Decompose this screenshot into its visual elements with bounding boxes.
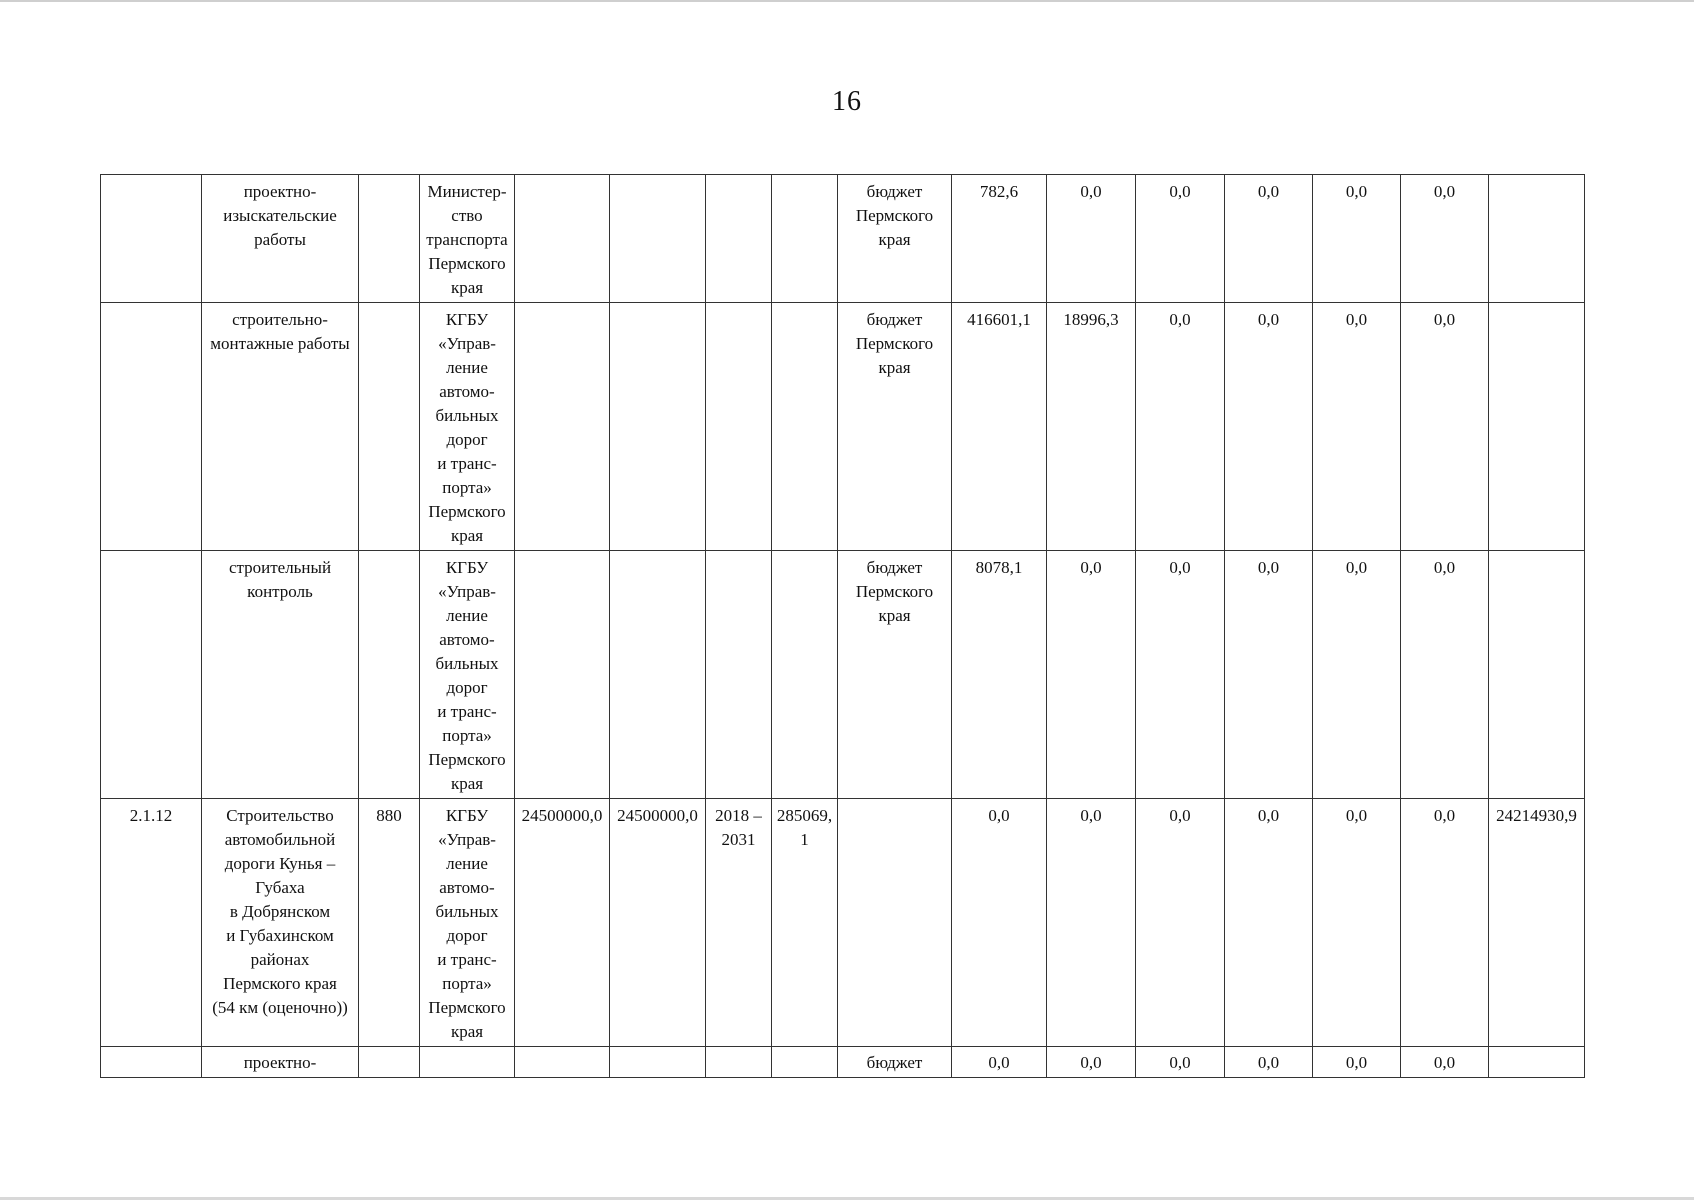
- cell-value: 0,0: [1136, 551, 1225, 799]
- cell-spent: [772, 551, 838, 799]
- cell-number: [101, 303, 202, 551]
- cell-value: 0,0: [1401, 175, 1489, 303]
- cell-value: 0,0: [1225, 175, 1313, 303]
- cell-executor: [420, 1047, 515, 1078]
- cell-value: 0,0: [1225, 303, 1313, 551]
- cell-number: 2.1.12: [101, 799, 202, 1047]
- cell-cost-total: [610, 551, 706, 799]
- cell-number: [101, 1047, 202, 1078]
- table-row: [101, 551, 1585, 799]
- cell-funding-source: бюджет Пермского края: [838, 551, 952, 799]
- cell-value: 0,0: [1401, 551, 1489, 799]
- cell-spent: 285069, 1: [772, 799, 838, 1047]
- cell-period: [706, 551, 772, 799]
- cell-value: 0,0: [1313, 551, 1401, 799]
- cell-cost-estimate: [515, 551, 610, 799]
- cell-period: 2018 – 2031: [706, 799, 772, 1047]
- cell-cost-estimate: [515, 1047, 610, 1078]
- cell-funding-source: бюджет Пермского края: [838, 303, 952, 551]
- cell-value: 0,0: [1047, 551, 1136, 799]
- cell-cost-estimate: [515, 175, 610, 303]
- cell-code: [359, 1047, 420, 1078]
- cell-value: 0,0: [1136, 175, 1225, 303]
- cell-value: 0,0: [1401, 303, 1489, 551]
- cell-cost-estimate: [515, 303, 610, 551]
- cell-number: [101, 175, 202, 303]
- cell-spent: [772, 303, 838, 551]
- cell-value: 782,6: [952, 175, 1047, 303]
- cell-value: 0,0: [1136, 1047, 1225, 1078]
- cell-value: 0,0: [1401, 1047, 1489, 1078]
- cell-value: 416601,1: [952, 303, 1047, 551]
- cell-value: 0,0: [1047, 799, 1136, 1047]
- cell-funding-source: [838, 799, 952, 1047]
- cell-code: [359, 303, 420, 551]
- cell-spent: [772, 175, 838, 303]
- table-row: [101, 175, 1585, 303]
- cell-value: 0,0: [1136, 303, 1225, 551]
- cell-cost-total: 24500000,0: [610, 799, 706, 1047]
- cell-value: 0,0: [1401, 799, 1489, 1047]
- cell-name: строительно- монтажные работы: [202, 303, 359, 551]
- cell-value: 0,0: [1313, 303, 1401, 551]
- cell-cost-estimate: 24500000,0: [515, 799, 610, 1047]
- cell-value: 0,0: [1136, 799, 1225, 1047]
- scan-edge-top: [0, 0, 1694, 2]
- cell-value: 0,0: [1313, 1047, 1401, 1078]
- cell-executor: КГБУ «Управ- ление автомо- бильных дорог и транс- порта» Пермского края: [420, 303, 515, 551]
- cell-remainder: [1489, 1047, 1585, 1078]
- cell-name: Строительство автомобильной дороги Кунья – Губаха в Добрянском и Губахинском районах Пермского края (54 км (оценочно)): [202, 799, 359, 1047]
- cell-name: строительный контроль: [202, 551, 359, 799]
- cell-cost-total: [610, 303, 706, 551]
- cell-remainder: [1489, 175, 1585, 303]
- cell-value: 0,0: [952, 1047, 1047, 1078]
- cell-spent: [772, 1047, 838, 1078]
- cell-period: [706, 175, 772, 303]
- cell-value: 0,0: [1313, 175, 1401, 303]
- cell-funding-source: бюджет Пермского края: [838, 175, 952, 303]
- cell-value: 0,0: [952, 799, 1047, 1047]
- cell-code: 880: [359, 799, 420, 1047]
- cell-value: 0,0: [1313, 799, 1401, 1047]
- cell-value: 8078,1: [952, 551, 1047, 799]
- cell-cost-total: [610, 175, 706, 303]
- table-row: [101, 303, 1585, 551]
- cell-value: 0,0: [1225, 799, 1313, 1047]
- cell-remainder: [1489, 303, 1585, 551]
- page-number: 16: [832, 86, 862, 117]
- cell-number: [101, 551, 202, 799]
- cell-executor: КГБУ «Управ- ление автомо- бильных дорог и транс- порта» Пермского края: [420, 799, 515, 1047]
- cell-name: проектно-: [202, 1047, 359, 1078]
- cell-remainder: [1489, 551, 1585, 799]
- table-row: [101, 799, 1585, 1047]
- cell-value: 0,0: [1047, 175, 1136, 303]
- cell-name: проектно- изыскательские работы: [202, 175, 359, 303]
- table-row: [101, 1047, 1585, 1078]
- cell-period: [706, 1047, 772, 1078]
- cell-value: 0,0: [1225, 551, 1313, 799]
- cell-value: 0,0: [1047, 1047, 1136, 1078]
- cell-code: [359, 551, 420, 799]
- cell-executor: Министер- ство транспорта Пермского края: [420, 175, 515, 303]
- cell-executor: КГБУ «Управ- ление автомо- бильных дорог и транс- порта» Пермского края: [420, 551, 515, 799]
- cell-value: 0,0: [1225, 1047, 1313, 1078]
- cell-value: 18996,3: [1047, 303, 1136, 551]
- cell-period: [706, 303, 772, 551]
- cell-remainder: 24214930,9: [1489, 799, 1585, 1047]
- cell-cost-total: [610, 1047, 706, 1078]
- budget-table: [100, 174, 1585, 1078]
- cell-funding-source: бюджет: [838, 1047, 952, 1078]
- cell-code: [359, 175, 420, 303]
